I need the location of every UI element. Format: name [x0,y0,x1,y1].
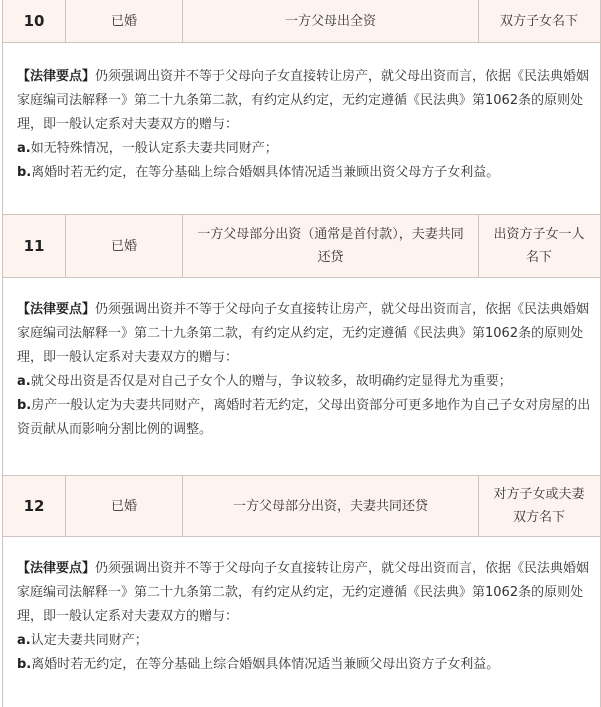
contribution-type: 一方父母部分出资，夫妻共同还贷 [182,476,478,536]
row-number: 11 [23,236,45,255]
title-holder: 出资方子女一人名下 [478,215,599,277]
property-table [2,0,601,707]
table-row [3,215,600,278]
marital-status: 已婚 [65,476,182,536]
legal-note-body: 【法律要点】仍须强调出资并不等于父母向子女直接转让房产，就父母出资而言，依据《民法典婚姻家庭编司法解释一》第二十九条第二款，有约定从约定，无约定遵循《民法典》第1062条的原则处理，即一般认定系对夫妻双方的赠与： [17,69,590,132]
legal-note [3,43,600,215]
row-number: 12 [23,496,45,515]
legal-note-heading: 【法律要点】 [17,302,96,317]
legal-note-point: a.认定夫妻共同财产； [17,633,148,648]
legal-note-point: b.离婚时若无约定，在等分基础上综合婚姻具体情况适当兼顾父母出资方子女利益。 [17,657,500,672]
contribution-type: 一方父母出全资 [182,0,478,42]
legal-note-point: a.就父母出资是否仅是对自己子女个人的赠与，争议较多，故明确约定显得尤为重要； [17,374,512,389]
title-holder: 对方子女或夫妻双方名下 [478,476,599,536]
table-row [3,0,600,43]
marital-status: 已婚 [65,215,182,277]
legal-note-heading: 【法律要点】 [17,69,96,84]
marital-status: 已婚 [65,0,182,42]
table-row [3,476,600,537]
legal-note-body: 【法律要点】仍须强调出资并不等于父母向子女直接转让房产，就父母出资而言，依据《民法典婚姻家庭编司法解释一》第二十九条第二款，有约定从约定，无约定遵循《民法典》第1062条的原则处理，即一般认定系对夫妻双方的赠与： [17,302,590,365]
legal-note-body: 【法律要点】仍须强调出资并不等于父母向子女直接转让房产，就父母出资而言，依据《民法典婚姻家庭编司法解释一》第二十九条第二款，有约定从约定，无约定遵循《民法典》第1062条的原则处理，即一般认定系对夫妻双方的赠与： [17,561,590,624]
legal-note-point: b.离婚时若无约定，在等分基础上综合婚姻具体情况适当兼顾出资父母方子女利益。 [17,165,500,180]
legal-note-heading: 【法律要点】 [17,561,96,576]
legal-note [3,278,600,476]
contribution-type: 一方父母部分出资（通常是首付款），夫妻共同还贷 [182,215,478,277]
legal-note-point: a.如无特殊情况，一般认定系夫妻共同财产； [17,141,278,156]
legal-note [3,537,600,707]
row-number: 10 [23,11,45,30]
title-holder: 双方子女名下 [478,0,599,42]
legal-note-point: b.房产一般认定为夫妻共同财产，离婚时若无约定，父母出资部分可更多地作为自己子女对房屋的出资贡献从而影响分割比例的调整。 [17,398,591,437]
